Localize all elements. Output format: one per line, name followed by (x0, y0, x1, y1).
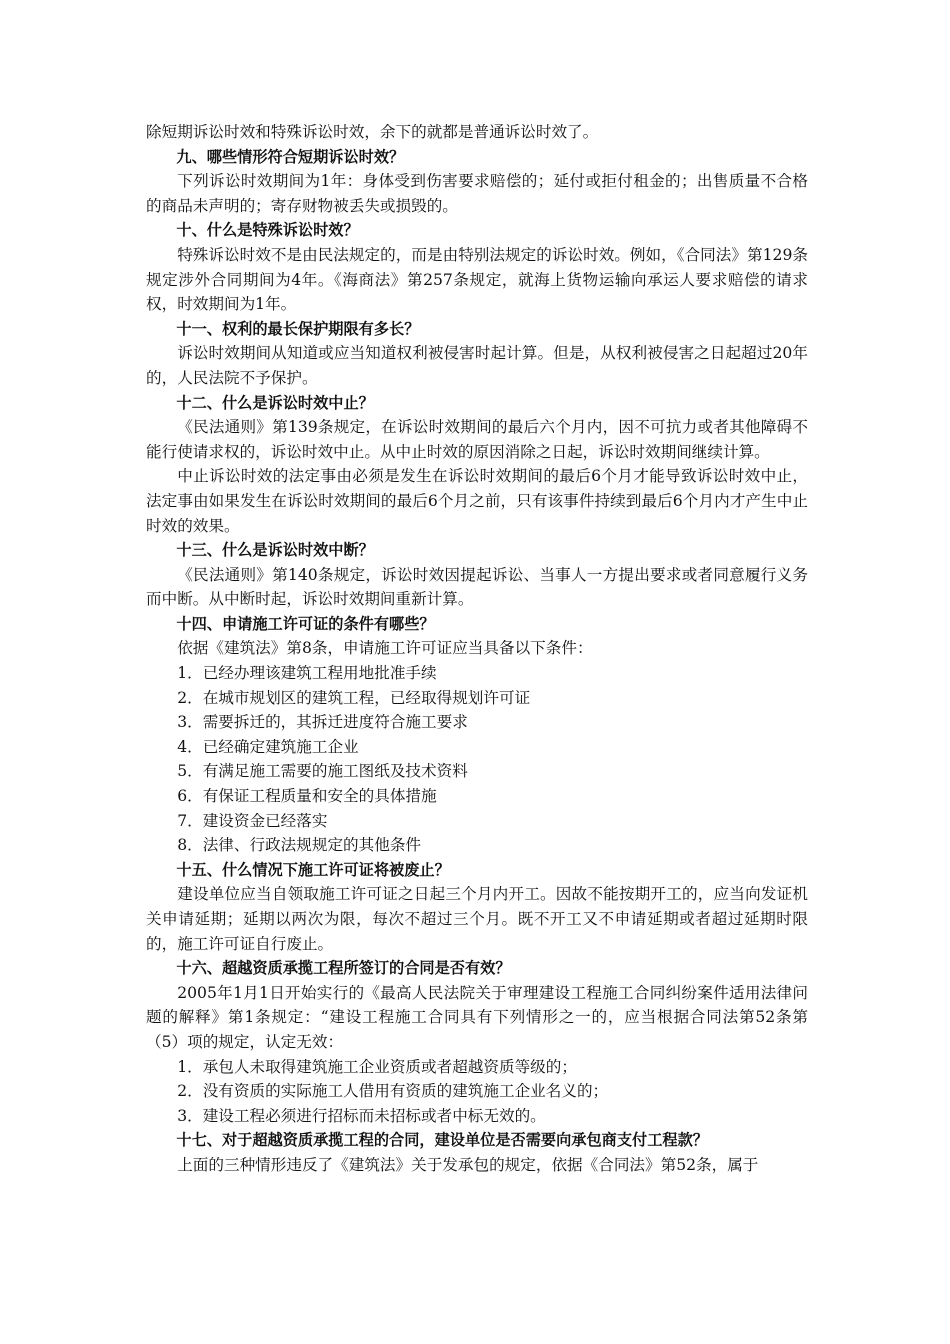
list-item: 5．有满足施工需要的施工图纸及技术资料 (177, 762, 468, 781)
paragraph: 《民法通则》第139条规定，在诉讼时效期间的最后六个月内，因不可抗力或者其他障碍不能行使请求权的，诉讼时效中止。从中止时效的原因消除之日起，诉讼时效期间继续计算。 (146, 418, 808, 461)
paragraph: 依据《建筑法》第8条，申请施工许可证应当具备以下条件： (177, 639, 593, 658)
section-heading: 十三、什么是诉讼时效中断？ (176, 541, 374, 560)
section-heading: 十七、对于超越资质承揽工程的合同，建设单位是否需要向承包商支付工程款？ (176, 1131, 708, 1150)
list-item: 1．已经办理该建筑工程用地批准手续 (177, 664, 437, 683)
section-heading: 十五、什么情况下施工许可证将被废止？ (176, 860, 450, 879)
paragraph: 诉讼时效期间从知道或应当知道权利被侵害时起计算。但是，从权利被侵害之日起超过20年的，人民法院不予保护。 (146, 344, 808, 387)
paragraph: 上面的三种情形违反了《建筑法》关于发承包的规定，依据《合同法》第52条，属于 (177, 1155, 759, 1174)
paragraph: 2005年1月1日开始实行的《最高人民法院关于审理建设工程施工合同纠纷案件适用法律问题的解释》第1条规定：“建设工程施工合同具有下列情形之一的，应当根据合同法第52条第（5）项的规定，认定无效： (146, 983, 808, 1051)
section-heading: 十一、权利的最长保护期限有多长？ (176, 319, 420, 338)
list-item: 2．没有资质的实际施工人借用有资质的建筑施工企业名义的； (177, 1082, 609, 1101)
paragraph: 下列诉讼时效期间为1年：身体受到伤害要求赔偿的；延付或拒付租金的；出售质量不合格的商品未声明的；寄存财物被丢失或损毁的。 (146, 172, 808, 215)
paragraph: 中止诉讼时效的法定事由必须是发生在诉讼时效期间的最后6个月才能导致诉讼时效中止，法定事由如果发生在诉讼时效期间的最后6个月之前，只有该事件持续到最后6个月内才产生中止时效的效果。 (146, 467, 808, 535)
paragraph: 特殊诉讼时效不是由民法规定的，而是由特别法规定的诉讼时效。例如，《合同法》第129条规定涉外合同期间为4年。《海商法》第257条规定，就海上货物运输向承运人要求赔偿的请求权，时效期间为1年。 (146, 245, 808, 314)
list-item: 1．承包人未取得建筑施工企业资质或者超越资质等级的； (177, 1057, 577, 1076)
paragraph: 除短期诉讼时效和特殊诉讼时效，余下的就都是普通诉讼时效了。 (146, 123, 599, 141)
list-item: 3．建设工程必须进行招标而未招标或者中标无效的。 (177, 1106, 546, 1125)
section-heading: 十、什么是特殊诉讼时效？ (176, 221, 359, 240)
section-heading: 十二、什么是诉讼时效中止？ (176, 393, 374, 412)
list-item: 2．在城市规划区的建筑工程，已经取得规划许可证 (177, 688, 531, 707)
list-item: 8．法律、行政法规规定的其他条件 (177, 836, 422, 855)
list-item: 4．已经确定建筑施工企业 (177, 737, 359, 756)
paragraph: 《民法通则》第140条规定，诉讼时效因提起诉讼、当事人一方提出要求或者同意履行义务而中断。从中断时起，诉讼时效期间重新计算。 (146, 565, 808, 609)
section-heading: 十四、申请施工许可证的条件有哪些？ (176, 614, 435, 633)
list-item: 6．有保证工程质量和安全的具体措施 (177, 787, 437, 806)
list-item: 7．建设资金已经落实 (177, 811, 328, 830)
section-heading: 九、哪些情形符合短期诉讼时效？ (176, 147, 405, 166)
document-page (146, 120, 808, 1178)
list-item: 3．需要拆迁的，其拆迁进度符合施工要求 (177, 713, 468, 732)
paragraph: 建设单位应当自领取施工许可证之日起三个月内开工。因故不能按期开工的，应当向发证机关申请延期；延期以两次为限，每次不超过三个月。既不开工又不申请延期或者超过延期时限的，施工许可证自行废止。 (146, 885, 808, 953)
section-heading: 十六、超越资质承揽工程所签订的合同是否有效？ (176, 959, 511, 978)
